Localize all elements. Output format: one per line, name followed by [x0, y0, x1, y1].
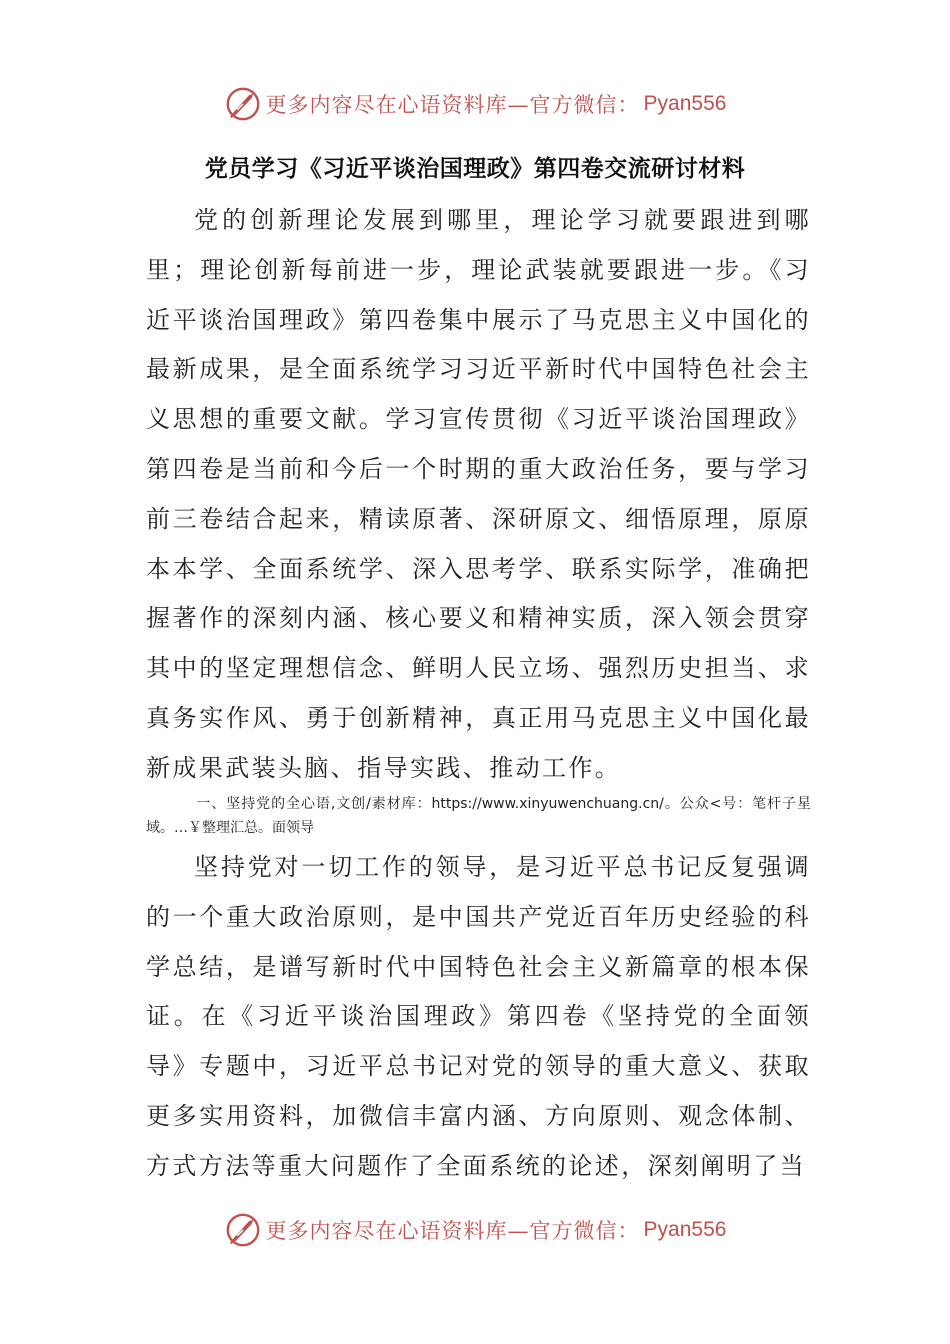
pen-logo-icon [224, 1211, 262, 1249]
section-heading: 一、坚持党的全心语,文创/素材库：https://www.xinyuwenchuang.cn/。公众<号：笔杆子星域。…￥整理汇总。面领导 [146, 796, 811, 836]
footer-watermark-banner [0, 1208, 950, 1252]
pen-logo-icon [224, 85, 262, 123]
body-paragraph-2: 坚持党对一切工作的领导，是习近平总书记反复强调的一个重大政治原则，是中国共产党近百年历史经验的科学总结，是谱写新时代中国特色社会主义新篇章的根本保证。在《习近平谈治国理政》第四卷《坚持党的全面领导》专题中，习近平总书记对党的领导的重大意义、获取更多实用资料，加微信丰富内涵、方向原则、观念体制、方式方法等重大问题作了全面系统的论述，深刻阐明了当 [146, 853, 811, 1180]
watermark-text: 更多内容尽在心语资料库—官方微信： [265, 1219, 640, 1243]
watermark-wechat-id: Pyan556 [643, 92, 727, 115]
watermark-wechat-id: Pyan556 [643, 1218, 727, 1241]
body-paragraph-1: 党的创新理论发展到哪里，理论学习就要跟进到哪里；理论创新每前进一步，理论武装就要跟进一步。《习近平谈治国理政》第四卷集中展示了马克思主义中国化的最新成果，是全面系统学习习近平新时代中国特色社会主义思想的重要文献。学习宣传贯彻《习近平谈治国理政》第四卷是当前和今后一个时期的重大政治任务，要与学习前三卷结合起来，精读原著、深研原文、细悟原理，原原本本学、全面系统学、深入思考学、联系实际学，准确把握著作的深刻内涵、核心要义和精神实质，深入领会贯穿其中的坚定理想信念、鲜明人民立场、强烈历史担当、求真务实作风、勇于创新精神，真正用马克思主义中国化最新成果武装头脑、指导实践、推动工作。 [146, 206, 811, 782]
watermark-text: 更多内容尽在心语资料库—官方微信： [265, 93, 640, 117]
header-watermark-banner [0, 82, 950, 126]
document-title: 党员学习《习近平谈治国理政》第四卷交流研讨材料 [204, 156, 746, 182]
